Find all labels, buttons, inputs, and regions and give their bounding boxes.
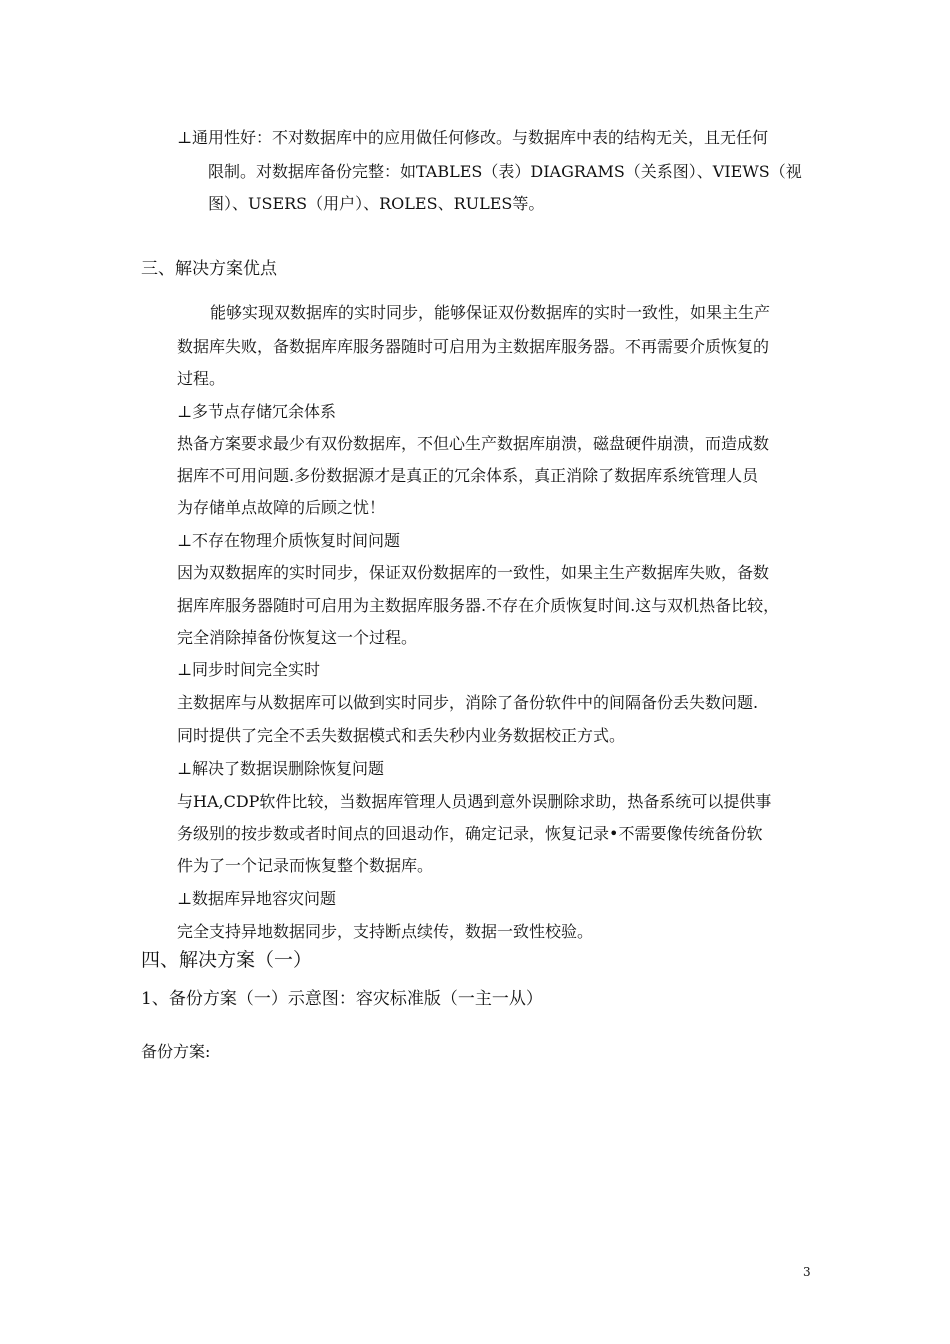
item-line: 据库库服务器随时可启用为主数据库服务器.不存在介质恢复时间.这与双机热备比较， — [177, 596, 780, 615]
item-line: 为存储单点故障的后顾之忧！ — [177, 498, 386, 517]
section4-heading: 四、解决方案（一） — [141, 949, 313, 971]
section3-heading: 三、解决方案优点 — [141, 259, 277, 279]
section3-intro-line-2: 数据库失败，备数据库库服务器随时可启用为主数据库服务器。不再需要介质恢复的 — [177, 337, 770, 356]
item-title: ⊥多节点存储冗余体系 — [177, 402, 337, 421]
item-title: ⊥不存在物理介质恢复时间问题 — [177, 531, 401, 550]
section3-intro-line-3: 过程。 — [177, 369, 226, 388]
intro-line-1: ⊥通用性好：不对数据库中的应用做任何修改。与数据库中表的结构无关，且无任何 — [177, 128, 769, 147]
item-title: ⊥数据库异地容灾问题 — [177, 889, 337, 908]
item-line: 热备方案要求最少有双份数据库，不但心生产数据库崩溃，磁盘硬件崩溃，而造成数 — [177, 434, 770, 453]
item-title: ⊥解决了数据误删除恢复问题 — [177, 759, 385, 778]
section4-label: 备份方案: — [141, 1042, 211, 1061]
item-line: 与HA,CDP软件比较，当数据库管理人员遇到意外误删除求助，热备系统可以提供事 — [177, 792, 772, 811]
item-title: ⊥同步时间完全实时 — [177, 660, 321, 679]
item-line: 完全消除掉备份恢复这一个过程。 — [177, 628, 418, 647]
item-line: 同时提供了完全不丢失数据模式和丢失秒内业务数据校正方式。 — [177, 726, 626, 745]
item-line: 因为双数据库的实时同步，保证双份数据库的一致性，如果主生产数据库失败，备数 — [177, 563, 770, 582]
item-line: 件为了一个记录而恢复整个数据库。 — [177, 856, 434, 875]
section3-intro-line-1: 能够实现双数据库的实时同步，能够保证双份数据库的实时一致性，如果主生产 — [210, 303, 771, 322]
section4-sub-heading: 1、备份方案（一）示意图：容灾标准版（一主一从） — [141, 989, 543, 1009]
page-number: 3 — [803, 1265, 811, 1279]
item-line: 务级别的按步数或者时间点的回退动作，确定记录，恢复记录•不需要像传统备份软 — [177, 824, 763, 843]
intro-line-3: 图）、USERS（用户）、ROLES、RULES等。 — [208, 194, 545, 213]
item-line: 主数据库与从数据库可以做到实时同步，消除了备份软件中的间隔备份丢失数问题. — [177, 693, 759, 712]
item-line: 完全支持异地数据同步，支持断点续传，数据一致性校验。 — [177, 922, 594, 941]
intro-line-2: 限制。对数据库备份完整：如TABLES（表）DIAGRAMS（关系图）、VIEWS（视 — [208, 162, 802, 181]
item-line: 据库不可用问题.多份数据源才是真正的冗余体系，真正消除了数据库系统管理人员 — [177, 466, 759, 485]
